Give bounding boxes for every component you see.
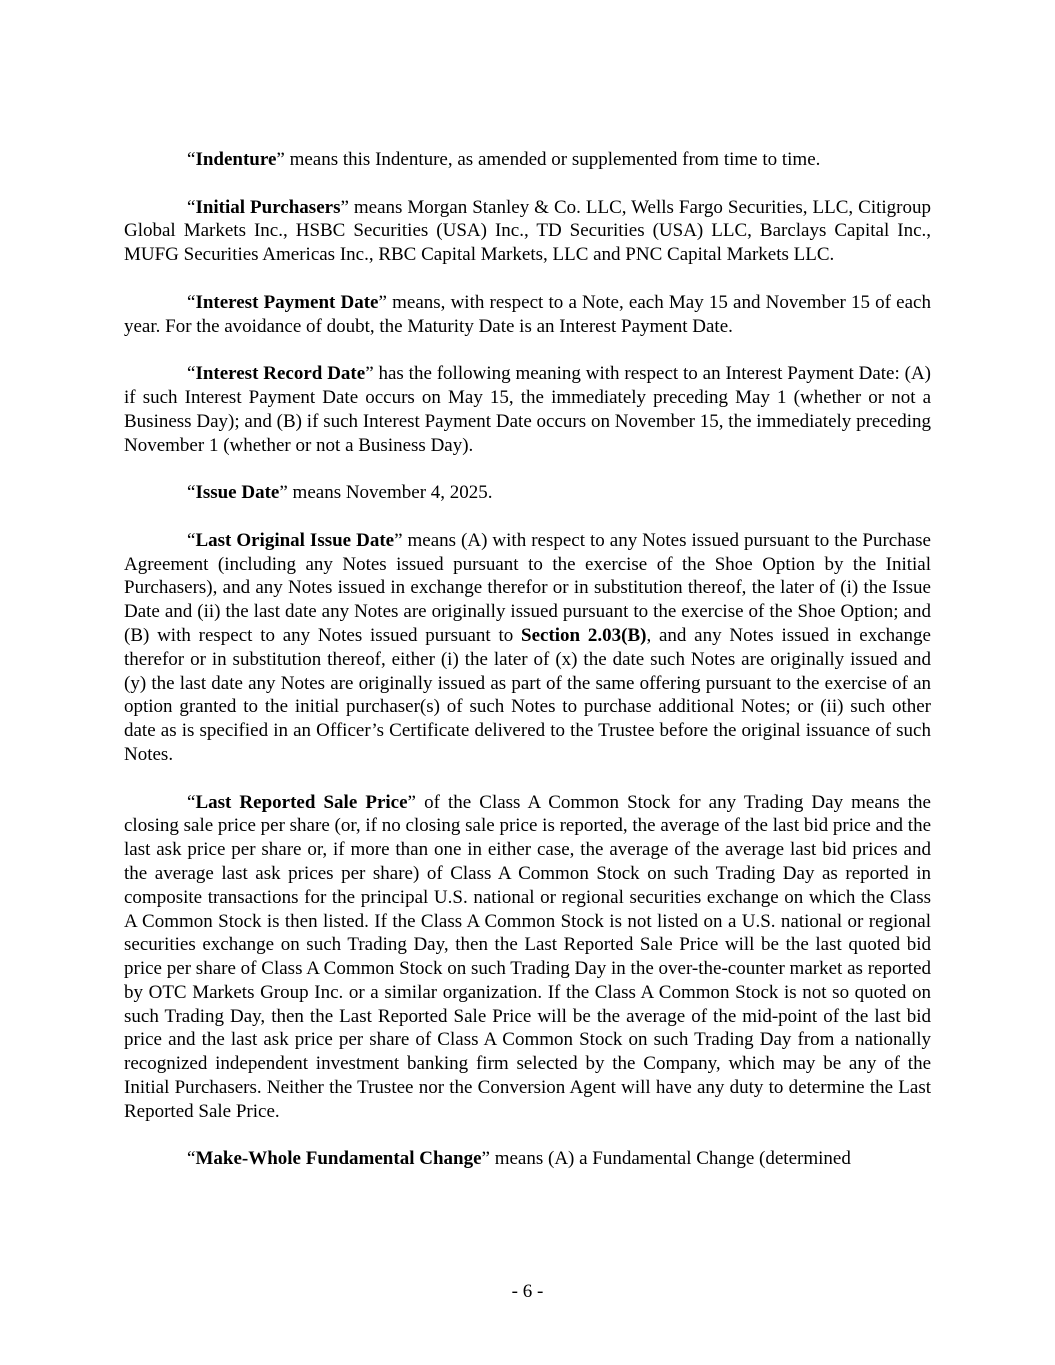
defined-term: Initial Purchasers	[195, 196, 341, 218]
definition-text: means (A) with respect to any Notes issued pursuant to the Purchase Agreement (including any Notes issued pursuant to the exercise of the Shoe Option by the Initial Purchasers), and any Notes issued in exchange therefor or in substitution thereof, the later of (i) the Issue Date and (ii) the last date any Notes are originally issued pursuant to the exercise of the Shoe Option; and (B) with respect to any Notes issued pursuant to	[124, 529, 931, 646]
definition-text: of the Class A Common Stock for any Trading Day means the closing sale price per share (or, if no closing sale price is reported, the average of the last bid price and the last ask price per share or, if more than one in either case, the average of the average last bid prices and the average last ask prices per share) of Class A Common Stock on such Trading Day as reported in composite transactions for the principal U.S. national or regional securities exchange on which the Class A Common Stock is then listed. If the Class A Common Stock is not listed on a U.S. national or regional securities exchange on such Trading Day, then the Last Reported Sale Price will be the last quoted bid price per share of Class A Common Stock on such Trading Day in the over-the-counter market as reported by OTC Markets Group Inc. or a similar organization. If the Class A Common Stock is not so quoted on such Trading Day, then the Last Reported Sale Price will be the average of the mid-point of the last bid price and the last ask price per share of Class A Common Stock on such Trading Day from a nationally recognized independent investment banking firm selected by the Company, which may be any of the Initial Purchasers. Neither the Trustee nor the Conversion Agent will have any duty to determine the Last Reported Sale Price.	[124, 791, 931, 1122]
definition-indenture: “Indenture” means this Indenture, as amended or supplemented from time to time.	[187, 149, 821, 170]
defined-term: Issue Date	[195, 482, 280, 504]
definition-text: means Morgan Stanley & Co. LLC, Wells Fargo Securities, LLC, Citigroup Global Markets Inc., HSBC Securities (USA) Inc., TD Securities (USA) LLC, Barclays Capital Inc., MUFG Securities Americas Inc., RBC Capital Markets, LLC and PNC Capital Markets LLC.	[124, 196, 931, 266]
definition-text: means this Indenture, as amended or supplemented from time to time.	[284, 149, 821, 170]
defined-term: Interest Record Date	[195, 363, 366, 385]
definition-text: has the following meaning with respect to an Interest Payment Date: (A) if such Interest Payment Date occurs on May 15, the immediately preceding May 1 (whether or not a Business Day); and (B) if such Interest Payment Date occurs on November 15, the immediately preceding November 1 (whether or not a Business Day).	[124, 363, 931, 456]
defined-term: Interest Payment Date	[195, 291, 379, 313]
defined-term: Last Original Issue Date	[195, 529, 395, 551]
definition-interest-payment-date: “Interest Payment Date” means, with respect to a Note, each May 15 and November 15 of each year. For the avoidance of doubt, the Maturity Date is an Interest Payment Date.	[124, 291, 931, 337]
defined-term: Last Reported Sale Price	[195, 791, 408, 813]
definition-text-continued: , and any Notes issued in exchange therefor or in substitution thereof, either (i) the later of (x) the date such Notes are originally issued and (y) the last date any Notes are originally issued as part of the same offering pursuant to the exercise of an option granted to the initial purchaser(s) of such Notes to purchase additional Notes; or (ii) such other date as is specified in an Officer’s Certificate delivered to the Trustee before the original issuance of such Notes.	[124, 624, 931, 765]
definition-issue-date: “Issue Date” means November 4, 2025.	[187, 482, 493, 504]
definition-text: means November 4, 2025.	[287, 482, 493, 504]
definition-text: means (A) a Fundamental Change (determined	[489, 1148, 851, 1170]
definition-initial-purchasers: “Initial Purchasers” means Morgan Stanley & Co. LLC, Wells Fargo Securities, LLC, Citigroup Global Markets Inc., HSBC Securities (USA) Inc., TD Securities (USA) LLC, Barclays Capital Inc., MUFG Securities Americas Inc., RBC Capital Markets, LLC and PNC Capital Markets LLC.	[124, 196, 931, 266]
page-number: - 6 -	[511, 1281, 544, 1302]
document-body	[124, 148, 931, 1195]
definition-last-reported-sale-price: “Last Reported Sale Price” of the Class A Common Stock for any Trading Day means the closing sale price per share (or, if no closing sale price is reported, the average of the last bid price and the last ask price per share or, if more than one in either case, the average of the average last bid prices and the average last ask prices per share) of Class A Common Stock on such Trading Day as reported in composite transactions for the principal U.S. national or regional securities exchange on which the Class A Common Stock is then listed. If the Class A Common Stock is not listed on a U.S. national or regional securities exchange on such Trading Day, then the Last Reported Sale Price will be the last quoted bid price per share of Class A Common Stock on such Trading Day in the over-the-counter market as reported by OTC Markets Group Inc. or a similar organization. If the Class A Common Stock is not so quoted on such Trading Day, then the Last Reported Sale Price will be the average of the mid-point of the last bid price and the last ask price per share of Class A Common Stock on such Trading Day from a nationally recognized independent investment banking firm selected by the Company, which may be any of the Initial Purchasers. Neither the Trustee nor the Conversion Agent will have any duty to determine the Last Reported Sale Price.	[124, 791, 931, 1122]
defined-term: Make-Whole Fundamental Change	[195, 1148, 482, 1170]
defined-term: Indenture	[195, 149, 277, 170]
section-reference: Section 2.03(B)	[521, 624, 647, 646]
definition-interest-record-date: “Interest Record Date” has the following meaning with respect to an Interest Payment Date: (A) if such Interest Payment Date occurs on May 15, the immediately preceding May 1 (whether or not a Business Day); and (B) if such Interest Payment Date occurs on November 15, the immediately preceding November 1 (whether or not a Business Day).	[124, 363, 931, 456]
definition-make-whole-fundamental-change: “Make-Whole Fundamental Change” means (A) a Fundamental Change (determined	[187, 1148, 851, 1170]
definition-last-original-issue-date: “Last Original Issue Date” means (A) with respect to any Notes issued pursuant to the Purchase Agreement (including any Notes issued pursuant to the exercise of the Shoe Option by the Initial Purchasers), and any Notes issued in exchange therefor or in substitution thereof, the later of (i) the Issue Date and (ii) the last date any Notes are originally issued pursuant to the exercise of the Shoe Option; and (B) with respect to any Notes issued pursuant to Section 2.03(B), and any Notes issued in exchange therefor or in substitution thereof, either (i) the later of (x) the date such Notes are originally issued and (y) the last date any Notes are originally issued as part of the same offering pursuant to the exercise of an option granted to the initial purchaser(s) of such Notes to purchase additional Notes; or (ii) such other date as is specified in an Officer’s Certificate delivered to the Trustee before the original issuance of such Notes.	[124, 529, 931, 765]
definition-text: means, with respect to a Note, each May 15 and November 15 of each year. For the avoidance of doubt, the Maturity Date is an Interest Payment Date.	[124, 291, 931, 337]
